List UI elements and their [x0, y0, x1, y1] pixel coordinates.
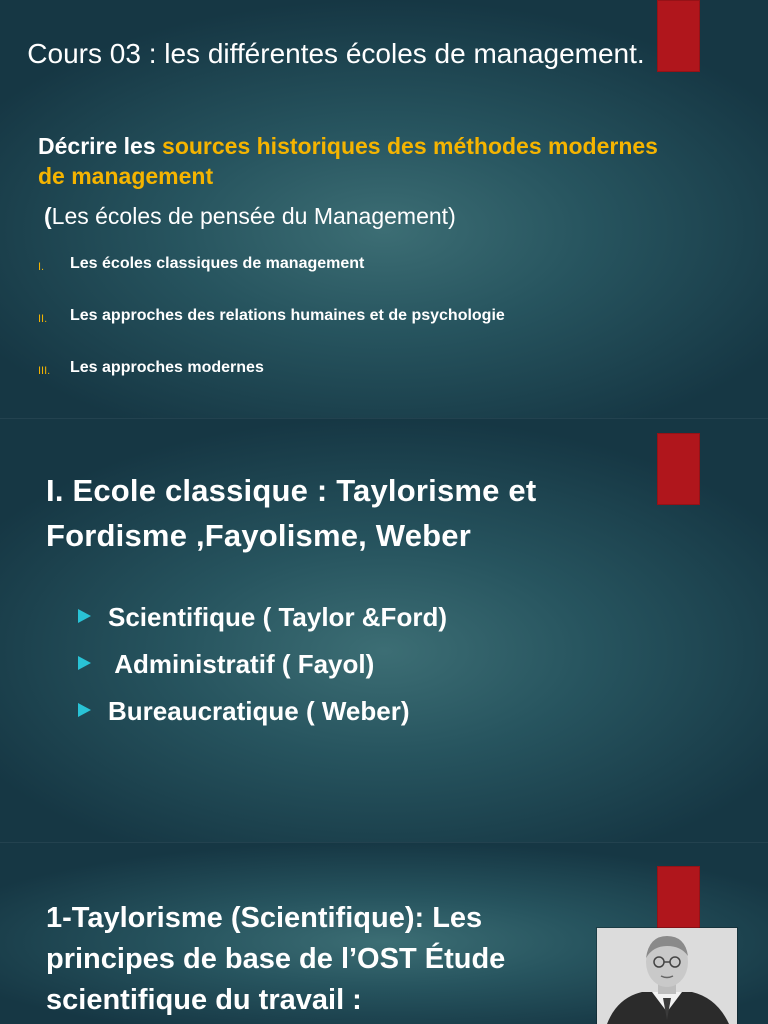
outline-number: III. — [38, 365, 51, 377]
slide-3-title: 1-Taylorisme (Scientifique): Les principes de base de l’OST Étude scientifique du travail : — [46, 902, 506, 1016]
portrait-illustration — [597, 928, 737, 1024]
objective-text — [38, 131, 688, 191]
objective-subtitle — [44, 201, 456, 231]
outline-text: Les approches modernes — [70, 359, 264, 376]
outline-number: I. — [38, 261, 45, 273]
objective-highlight: sources historiques des méthodes modernes de management — [38, 133, 658, 189]
triangle-right-icon — [78, 656, 91, 670]
outline-text: Les écoles classiques de management — [70, 255, 365, 272]
slide-2-title: I. Ecole classique : Taylorisme et Fordisme ,Fayolisme, Weber — [46, 473, 537, 553]
slide-divider — [0, 418, 768, 419]
bullet-text: Bureaucratique ( Weber) — [108, 696, 410, 726]
red-accent-tab — [657, 433, 700, 505]
bullet-text: Scientifique ( Taylor &Ford) — [108, 602, 447, 632]
subtitle-text: Les écoles de pensée du Management) — [51, 203, 456, 229]
slide-divider — [0, 842, 768, 843]
triangle-right-icon — [78, 609, 91, 623]
objective-prefix: Décrire les — [38, 133, 163, 159]
subtitle-paren: ( — [44, 203, 52, 229]
portrait-photo — [597, 928, 737, 1024]
red-accent-tab — [657, 866, 700, 936]
bullet-text: Administratif ( Fayol) — [108, 649, 375, 679]
triangle-right-icon — [78, 703, 91, 717]
outline-text: Les approches des relations humaines et de psychologie — [70, 307, 505, 324]
slide-1-title: Cours 03 : les différentes écoles de management. — [27, 38, 645, 69]
outline-number: II. — [38, 313, 48, 325]
